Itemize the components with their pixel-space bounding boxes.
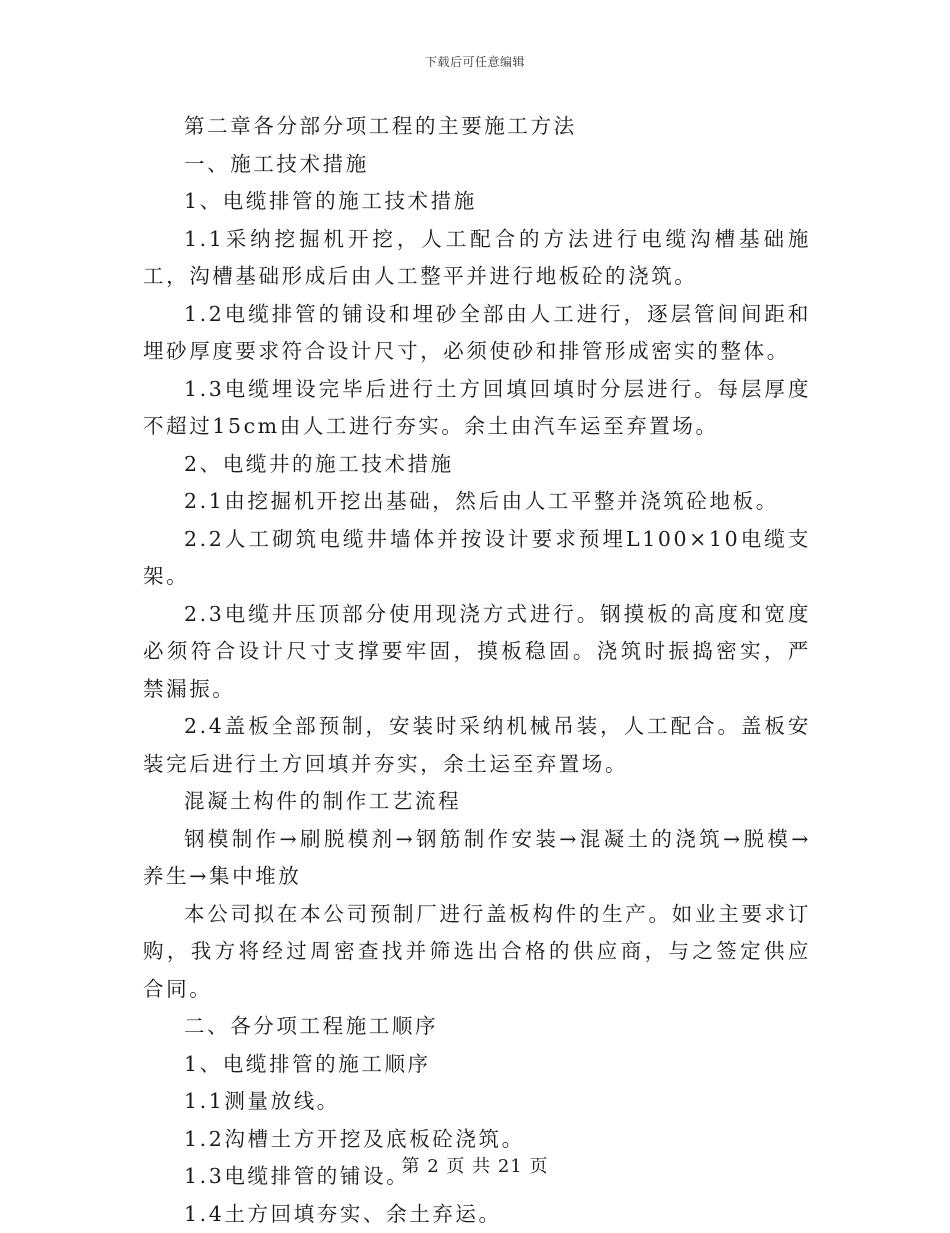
subsection-heading: 混凝土构件的制作工艺流程 <box>143 783 811 821</box>
body-paragraph: 2.4盖板全部预制，安装时采纳机械吊装，人工配合。盖板安装完后进行土方回填并夯实，余土运至弃置场。 <box>143 708 811 783</box>
body-paragraph: 本公司拟在本公司预制厂进行盖板构件的生产。如业主要求订购，我方将经过周密查找并筛选出合格的供应商，与之签定供应合同。 <box>143 896 811 1009</box>
body-paragraph: 1.1采纳挖掘机开挖，人工配合的方法进行电缆沟槽基础施工，沟槽基础形成后由人工整平并进行地板砼的浇筑。 <box>143 221 811 296</box>
section-heading: 一、施工技术措施 <box>143 146 811 184</box>
list-item: 1.1测量放线。 <box>143 1083 811 1121</box>
body-paragraph: 1.2电缆排管的铺设和埋砂全部由人工进行，逐层管间间距和埋砂厚度要求符合设计尺寸，必须使砂和排管形成密实的整体。 <box>143 296 811 371</box>
list-item: 1.3电缆排管的铺设。 <box>143 1158 811 1196</box>
subsection-heading: 2、电缆井的施工技术措施 <box>143 446 811 484</box>
list-item: 1.4土方回填夯实、余土弃运。 <box>143 1196 811 1233</box>
body-paragraph: 2.3电缆井压顶部分使用现浇方式进行。钢摸板的高度和宽度必须符合设计尺寸支撑要牢固，摸板稳固。浇筑时振捣密实，严禁漏振。 <box>143 596 811 709</box>
subsection-heading: 1、电缆排管的施工顺序 <box>143 1046 811 1084</box>
document-body <box>143 108 811 1233</box>
page-footer <box>0 1152 950 1178</box>
page-number: 第 2 页 共 21 页 <box>402 1156 549 1177</box>
body-paragraph: 2.1由挖掘机开挖出基础，然后由人工平整并浇筑砼地板。 <box>143 483 811 521</box>
body-paragraph: 1.3电缆埋设完毕后进行土方回填回填时分层进行。每层厚度不超过15cm由人工进行夯实。余土由汽车运至弃置场。 <box>143 371 811 446</box>
section-heading: 二、各分项工程施工顺序 <box>143 1008 811 1046</box>
page-header: 下载后可任意编辑 <box>0 53 950 70</box>
list-item: 1.2沟槽土方开挖及底板砼浇筑。 <box>143 1121 811 1159</box>
body-paragraph: 2.2人工砌筑电缆井墙体并按设计要求预埋L100×10电缆支架。 <box>143 521 811 596</box>
subsection-heading: 1、电缆排管的施工技术措施 <box>143 183 811 221</box>
chapter-title: 第二章各分部分项工程的主要施工方法 <box>143 108 811 146</box>
process-flow-paragraph: 钢模制作→刷脱模剂→钢筋制作安装→混凝土的浇筑→脱模→养生→集中堆放 <box>143 821 811 896</box>
